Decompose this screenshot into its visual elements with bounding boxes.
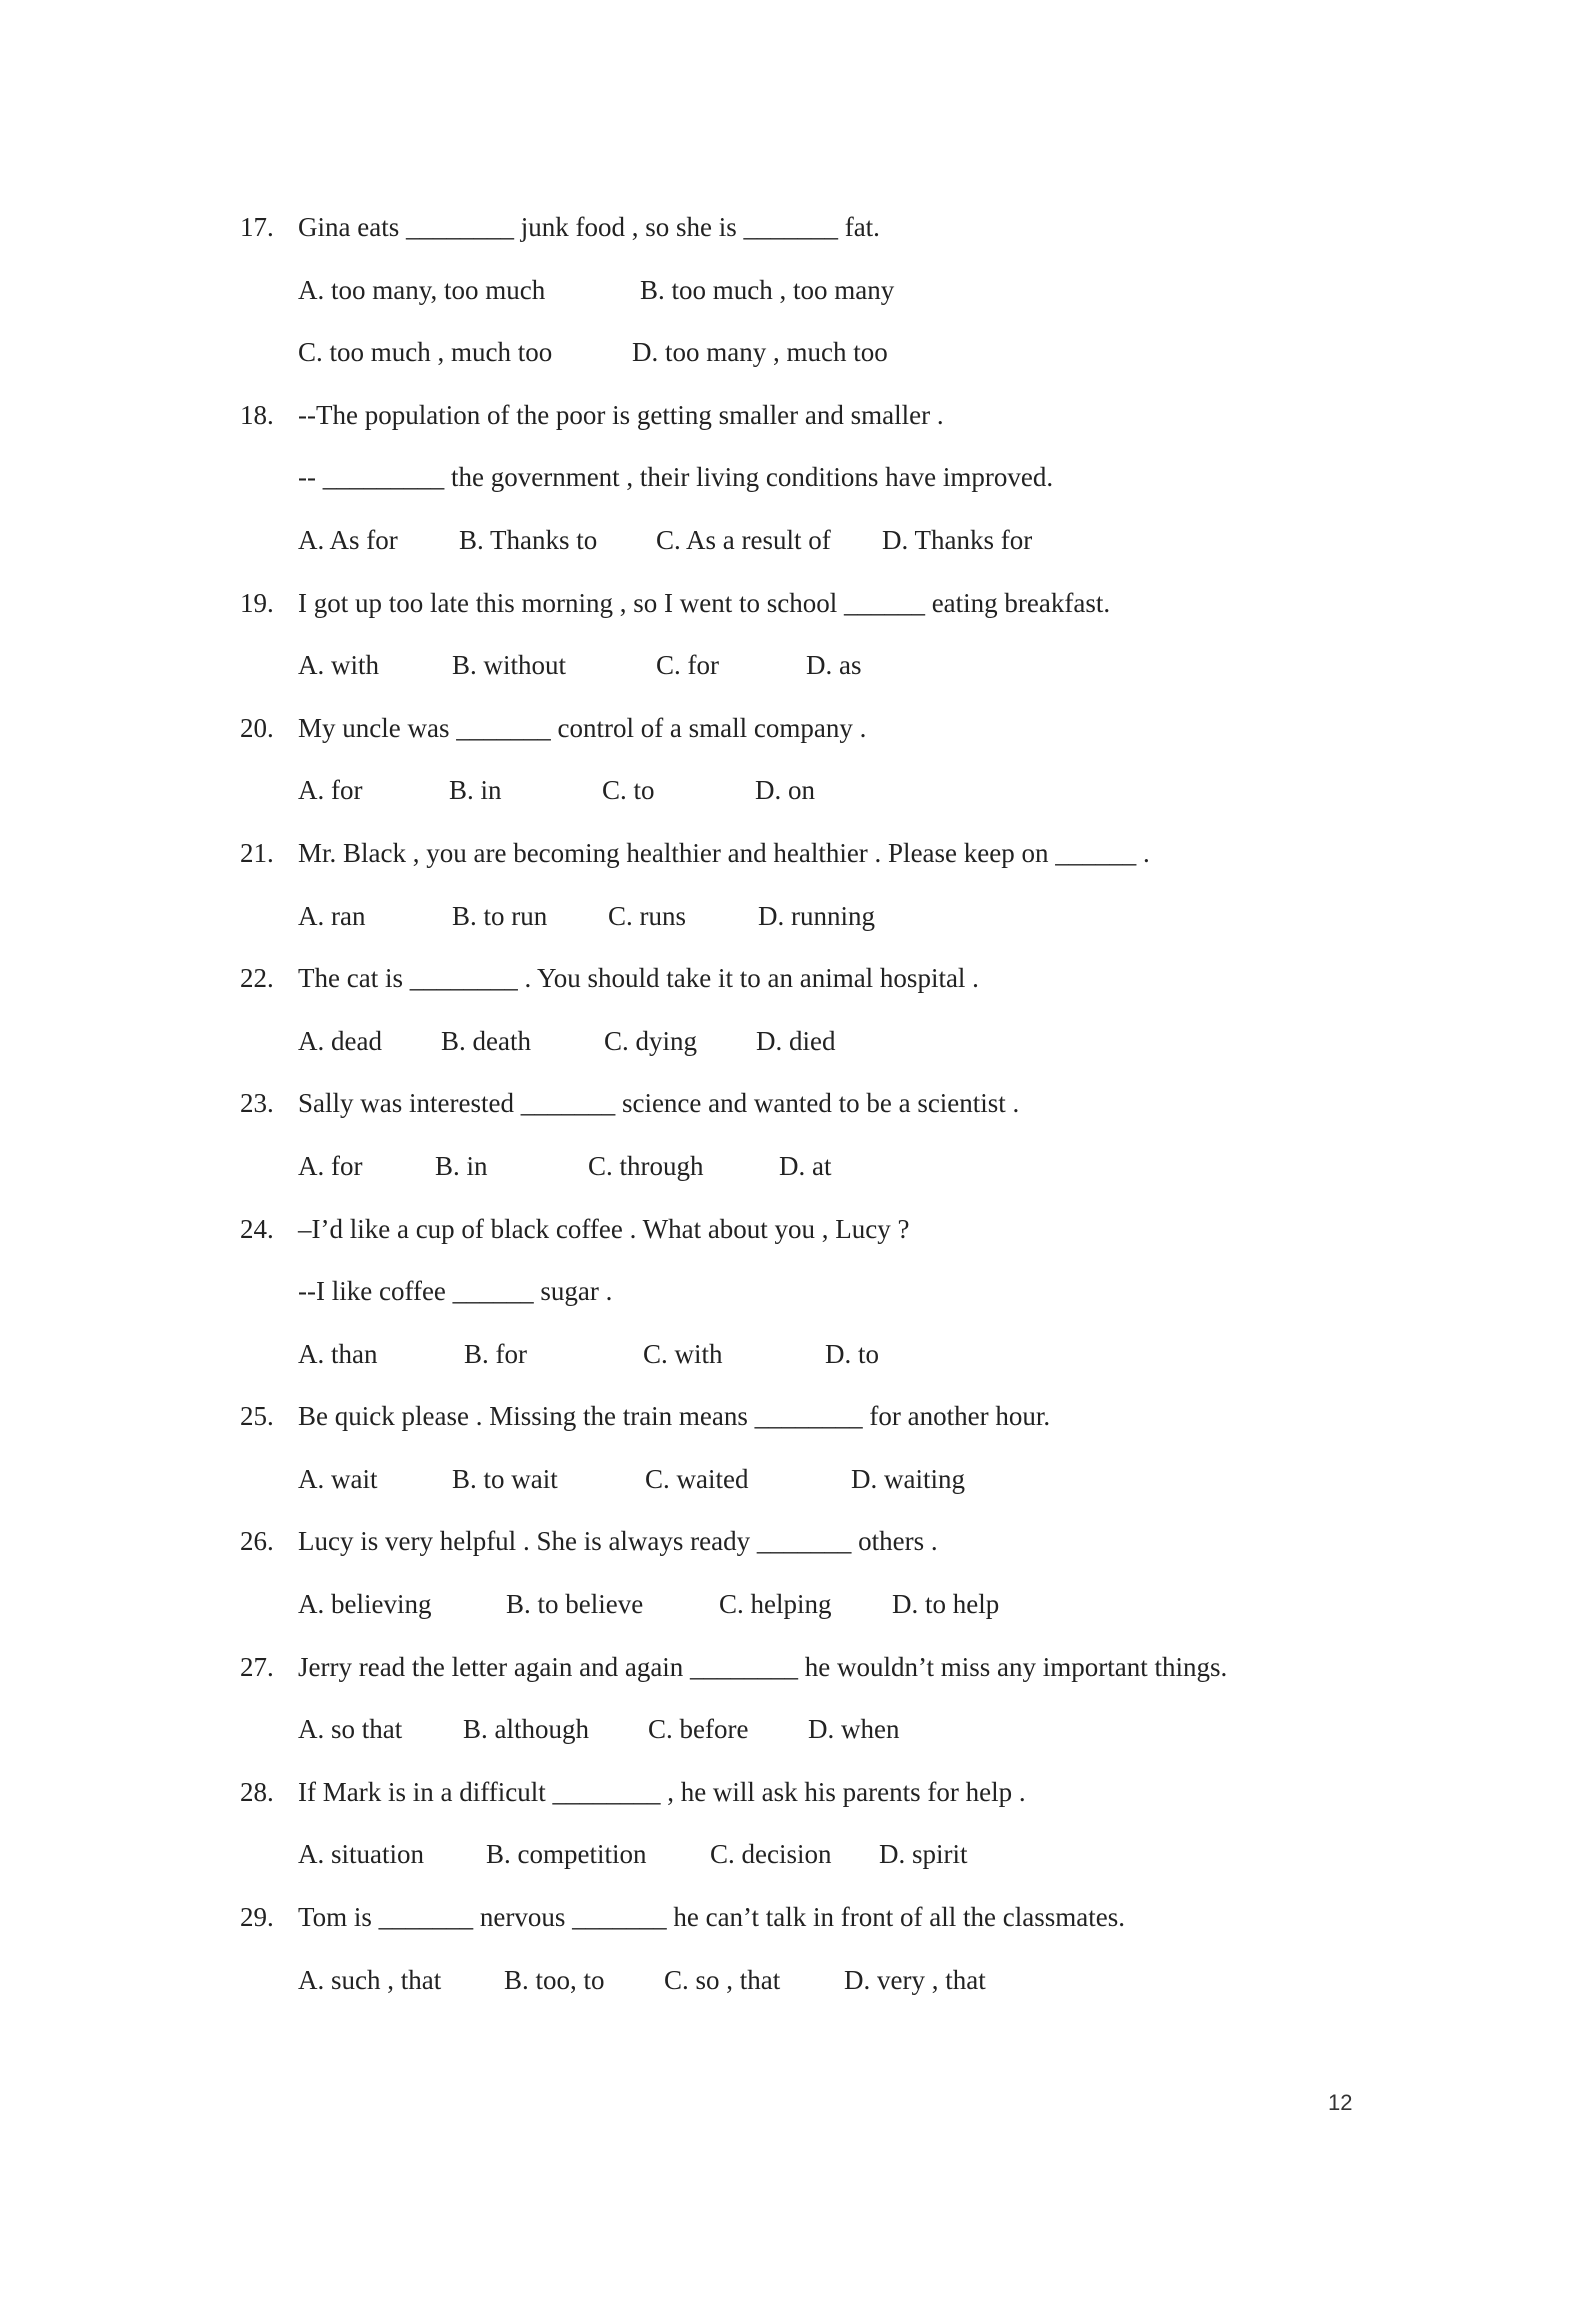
question-stem: Mr. Black , you are becoming healthier and healthier . Please keep on ______ . [298, 837, 1150, 868]
option-d[interactable]: D. to [825, 1338, 879, 1369]
question-stem: If Mark is in a difficult ________ , he will ask his parents for help . [298, 1776, 1026, 1807]
question-25-options [240, 1448, 1370, 1511]
question-number: 23. [240, 1088, 274, 1119]
option-d[interactable]: D. to help [892, 1589, 1000, 1620]
option-c[interactable]: C. runs [608, 900, 687, 931]
option-c[interactable]: C. for [656, 650, 719, 681]
option-a[interactable]: A. so that [298, 1714, 403, 1745]
question-17-stem-line [240, 196, 1370, 259]
option-d[interactable]: D. spirit [879, 1839, 968, 1870]
option-c[interactable]: C. with [643, 1338, 723, 1369]
question-21-stem-line [240, 822, 1370, 885]
option-d[interactable]: D. at [779, 1150, 832, 1181]
option-b[interactable]: B. too, to [504, 1964, 605, 1995]
question-24-stem-line [240, 1198, 1370, 1261]
option-c[interactable]: C. so , that [664, 1964, 781, 1995]
question-27-options [240, 1698, 1370, 1761]
question-stem-continuation: --I like coffee ______ sugar . [298, 1276, 613, 1307]
option-a[interactable]: A. ran [298, 900, 366, 931]
option-a[interactable]: A. believing [298, 1589, 432, 1620]
question-stem: The cat is ________ . You should take it to an animal hospital . [298, 963, 979, 994]
option-c[interactable]: C. decision [710, 1839, 832, 1870]
option-b[interactable]: B. too much , too many [640, 274, 895, 305]
option-c[interactable]: C. to [602, 775, 655, 806]
option-b[interactable]: B. death [441, 1025, 531, 1056]
question-24-stem-line-2 [240, 1260, 1370, 1323]
option-a[interactable]: A. such , that [298, 1964, 442, 1995]
question-stem: Lucy is very helpful . She is always ready _______ others . [298, 1526, 938, 1557]
question-number: 24. [240, 1213, 274, 1244]
question-23-stem-line [240, 1072, 1370, 1135]
question-number: 27. [240, 1651, 274, 1682]
question-stem: Be quick please . Missing the train means ________ for another hour. [298, 1401, 1051, 1432]
question-29-stem-line [240, 1886, 1370, 1949]
question-stem-continuation: -- _________ the government , their living conditions have improved. [298, 462, 1054, 493]
question-26-stem-line [240, 1510, 1370, 1573]
option-a[interactable]: A. than [298, 1338, 378, 1369]
question-22-stem-line [240, 947, 1370, 1010]
option-c[interactable]: C. waited [645, 1463, 749, 1494]
question-stem: --The population of the poor is getting smaller and smaller . [298, 399, 944, 430]
question-28-stem-line [240, 1761, 1370, 1824]
option-b[interactable]: B. in [449, 775, 502, 806]
option-a[interactable]: A. for [298, 775, 363, 806]
option-d[interactable]: D. running [758, 900, 875, 931]
option-d[interactable]: D. very , that [844, 1964, 986, 1995]
question-stem: Sally was interested _______ science and wanted to be a scientist . [298, 1088, 1020, 1119]
option-d[interactable]: D. waiting [851, 1463, 965, 1494]
option-a[interactable]: A. situation [298, 1839, 424, 1870]
option-c[interactable]: C. dying [604, 1025, 698, 1056]
option-d[interactable]: D. died [756, 1025, 836, 1056]
question-18-stem-line-2 [240, 446, 1370, 509]
question-stem: –I’d like a cup of black coffee . What about you , Lucy ? [298, 1213, 910, 1244]
question-23-options [240, 1135, 1370, 1198]
option-b[interactable]: B. to run [452, 900, 548, 931]
option-d[interactable]: D. as [806, 650, 862, 681]
question-26-options [240, 1573, 1370, 1636]
question-number: 26. [240, 1526, 274, 1557]
option-c[interactable]: C. too much , much too [298, 337, 553, 368]
option-b[interactable]: B. although [463, 1714, 589, 1745]
option-c[interactable]: C. through [588, 1150, 704, 1181]
question-28-options [240, 1823, 1370, 1886]
question-number: 29. [240, 1902, 274, 1933]
question-number: 21. [240, 837, 274, 868]
question-number: 17. [240, 212, 274, 242]
option-b[interactable]: B. competition [486, 1839, 647, 1870]
option-c[interactable]: C. before [648, 1714, 749, 1745]
question-18-options [240, 509, 1370, 572]
question-stem: My uncle was _______ control of a small company . [298, 712, 867, 743]
question-20-stem-line [240, 697, 1370, 760]
option-c[interactable]: C. As a result of [656, 524, 831, 555]
option-b[interactable]: B. for [464, 1338, 527, 1369]
page-number: 12 [1328, 2090, 1353, 2115]
question-stem: Tom is _______ nervous _______ he can’t talk in front of all the classmates. [298, 1902, 1125, 1933]
option-b[interactable]: B. to wait [452, 1463, 558, 1494]
question-21-options [240, 885, 1370, 948]
question-29-options [240, 1949, 1370, 2012]
question-stem: I got up too late this morning , so I went to school ______ eating breakfast. [298, 587, 1111, 618]
question-stem: Jerry read the letter again and again ________ he wouldn’t miss any important things. [298, 1651, 1228, 1682]
question-22-options [240, 1010, 1370, 1073]
option-a[interactable]: A. with [298, 650, 379, 681]
question-number: 22. [240, 963, 274, 994]
option-d[interactable]: D. when [808, 1714, 900, 1745]
question-19-stem-line [240, 572, 1370, 635]
question-stem: Gina eats ________ junk food , so she is _______ fat. [298, 212, 880, 242]
option-b[interactable]: B. Thanks to [459, 524, 598, 555]
question-27-stem-line [240, 1636, 1370, 1699]
question-list [240, 196, 1370, 2011]
question-number: 20. [240, 712, 274, 743]
question-number: 28. [240, 1776, 274, 1807]
option-d[interactable]: D. too many , much too [632, 337, 888, 368]
option-b[interactable]: B. in [435, 1150, 488, 1181]
question-number: 25. [240, 1401, 274, 1432]
option-a[interactable]: A. wait [298, 1463, 378, 1494]
option-a[interactable]: A. for [298, 1150, 363, 1181]
option-d[interactable]: D. on [755, 775, 815, 806]
option-a[interactable]: A. As for [298, 524, 398, 555]
option-b[interactable]: B. without [452, 650, 567, 681]
option-b[interactable]: B. to believe [506, 1589, 644, 1620]
question-18-stem-line [240, 384, 1370, 447]
question-number: 19. [240, 587, 274, 618]
question-17-options-row-2 [240, 321, 1370, 384]
question-19-options [240, 634, 1370, 697]
option-d[interactable]: D. Thanks for [882, 524, 1033, 555]
option-a[interactable]: A. dead [298, 1025, 382, 1056]
question-17-options-row-1 [240, 259, 1370, 322]
question-24-options [240, 1323, 1370, 1386]
option-a[interactable]: A. too many, too much [298, 274, 546, 305]
question-20-options [240, 759, 1370, 822]
question-25-stem-line [240, 1385, 1370, 1448]
option-c[interactable]: C. helping [719, 1589, 832, 1620]
question-number: 18. [240, 399, 274, 430]
